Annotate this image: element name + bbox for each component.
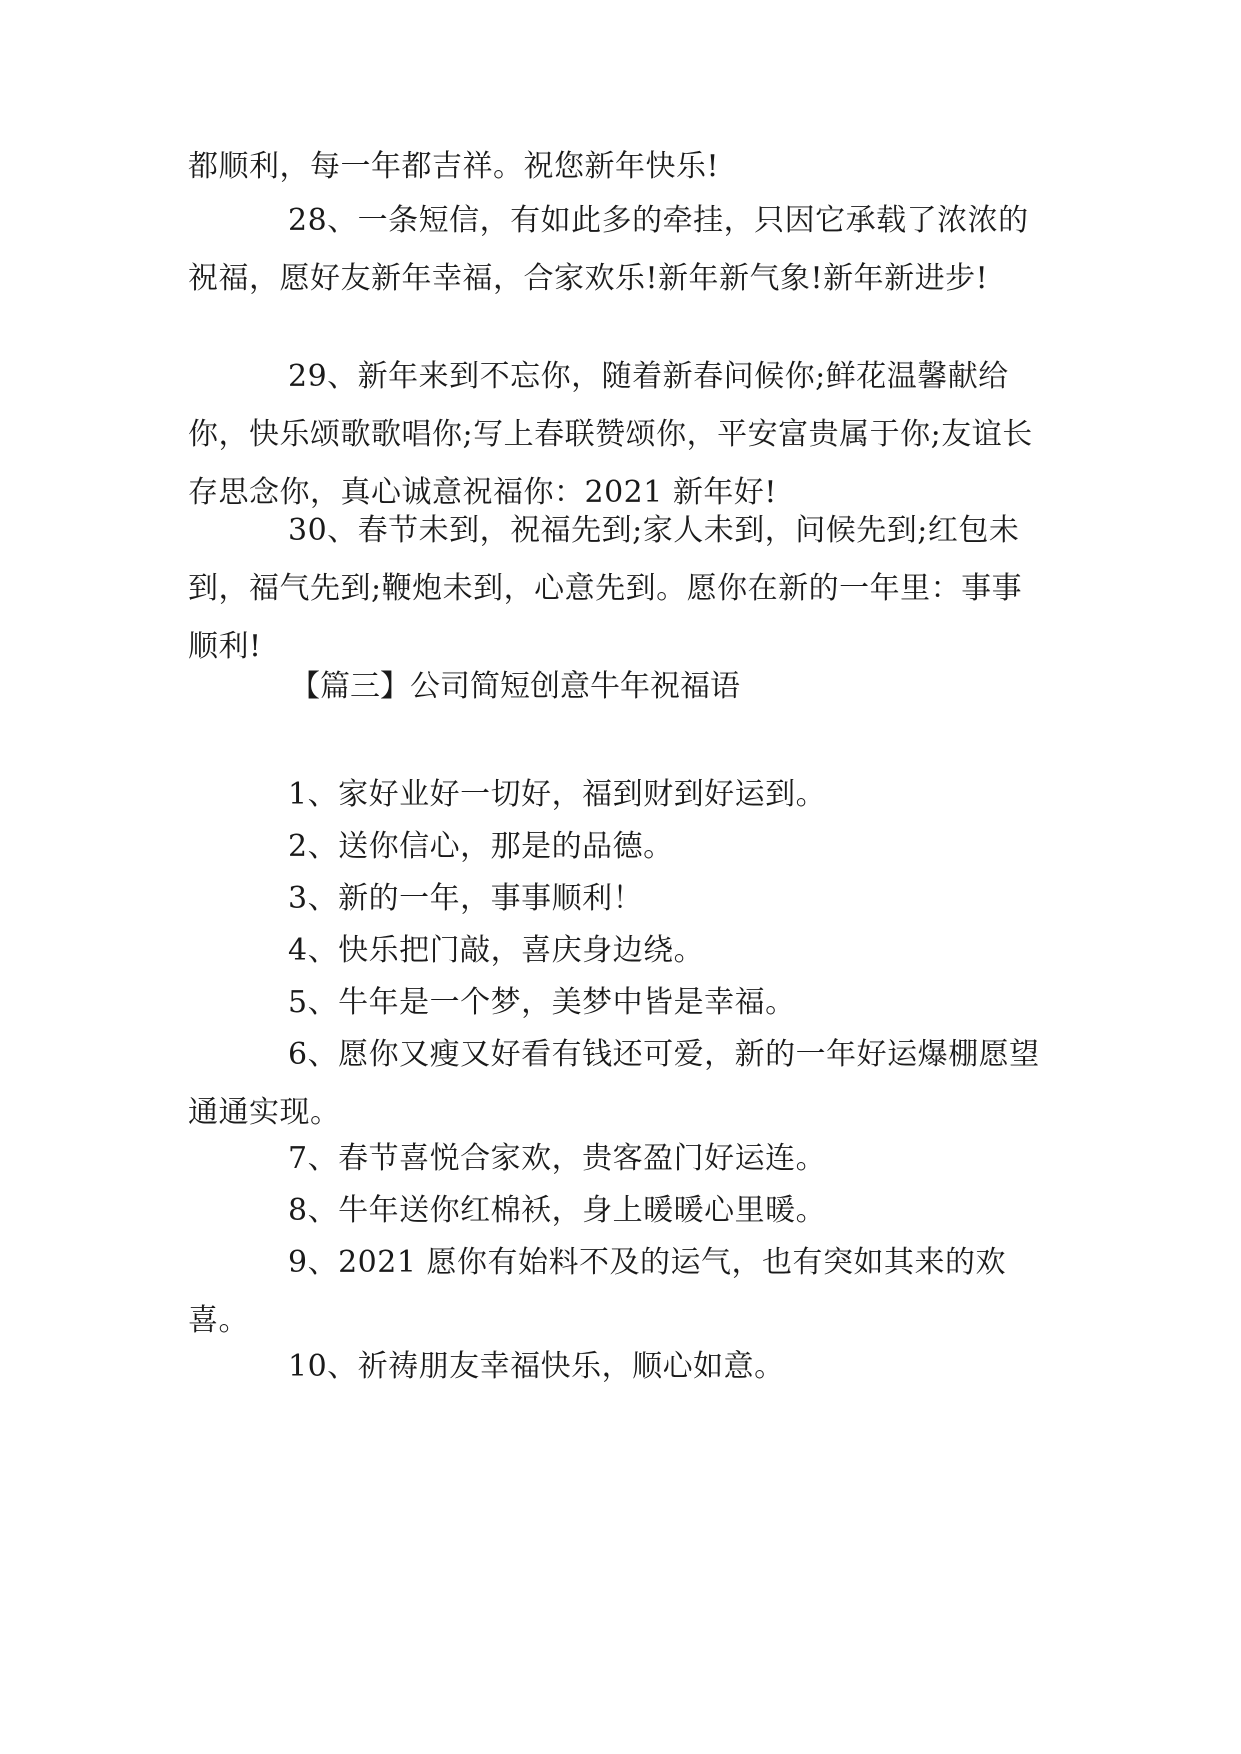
list-item-10: 10、祈祷朋友幸福快乐，顺心如意。: [288, 1349, 785, 1384]
list-item-7: 7、春节喜悦合家欢，贵客盈门好运连。: [288, 1141, 827, 1176]
list-item-1: 1、家好业好一切好，福到财到好运到。: [288, 777, 827, 812]
list-item-8: 8、牛年送你红棉袄，身上暖暖心里暖。: [288, 1193, 827, 1228]
list-item-4: 4、快乐把门敲，喜庆身边绕。: [288, 933, 705, 968]
list-item-9: 9、2021 愿你有始料不及的运气，也有突如其来的欢喜。: [188, 1245, 1006, 1338]
paragraph-item-29: 29、新年来到不忘你，随着新春问候你;鲜花温馨献给你，快乐颂歌歌唱你;写上春联赞颂你，平安富贵属于你;友谊长存思念你，真心诚意祝福你：2021 新年好!: [188, 359, 1033, 510]
paragraph-continuation: 都顺利，每一年都吉祥。祝您新年快乐!: [188, 149, 720, 184]
section-heading: 【篇三】公司简短创意牛年祝福语: [290, 669, 740, 704]
list-item-6: 6、愿你又瘦又好看有钱还可爱，新的一年好运爆棚愿望通通实现。: [188, 1037, 1040, 1130]
paragraph-item-28: 28、一条短信，有如此多的牵挂，只因它承载了浓浓的祝福，愿好友新年幸福，合家欢乐!新年新气象!新年新进步!: [188, 203, 1029, 296]
list-item-3: 3、新的一年，事事顺利！: [288, 881, 644, 916]
list-item-5: 5、牛年是一个梦，美梦中皆是幸福。: [288, 985, 796, 1020]
list-item-2: 2、送你信心，那是的品德。: [288, 829, 674, 864]
paragraph-item-30: 30、春节未到，祝福先到;家人未到，问候先到;红包未到，福气先到;鞭炮未到，心意先到。愿你在新的一年里：事事顺利!: [188, 513, 1023, 664]
